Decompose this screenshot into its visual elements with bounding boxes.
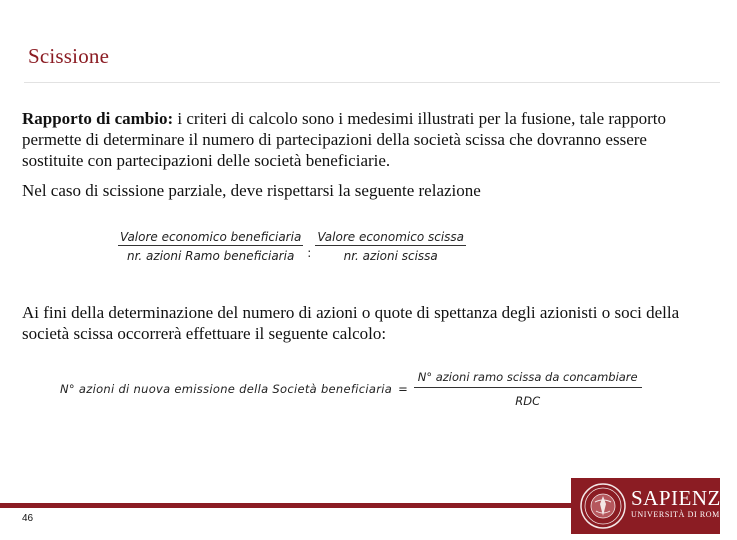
fraction-left [118,230,303,263]
logo-name: SAPIENZA [631,486,737,510]
fraction-right [315,230,466,263]
slide-title: Scissione [28,44,110,68]
equals-sign: = [398,382,408,396]
title-divider [24,82,720,83]
paragraph-rapporto-di-cambio [22,108,712,171]
formula-relazione [118,230,466,263]
fraction-calcolo [414,370,642,408]
formula-lhs: N° azioni di nuova emissione della Società beneficiaria [60,382,393,396]
fraction-right-denominator: nr. azioni scissa [343,249,438,263]
logo-subtitle: UNIVERSITÀ DI ROMA [631,510,727,519]
paragraph-calcolo: Ai fini della determinazione del numero di azioni o quote di spettanza degli azionisti o soci della società scissa occorrerà effettuare il seguente calcolo: [22,303,680,343]
paragraph-scissione-parziale: Nel caso di scissione parziale, deve rispettarsi la seguente relazione [22,181,481,200]
university-logo [571,478,737,534]
university-seal-icon [579,482,627,530]
fraction-calcolo-denominator: RDC [515,394,541,408]
paragraph-text: i criteri di calcolo sono i medesimi illustrati per la fusione, tale rapporto permette di determinare il numero di partecipazioni della società scissa che dovranno essere sostituite con partecipazioni delle società beneficiarie. [22,109,666,170]
logo-wordmark [631,486,737,520]
fraction-right-numerator: Valore economico scissa [317,230,465,244]
fraction-left-denominator: nr. azioni Ramo beneficiaria [126,249,295,263]
paragraph-bold-lead: Rapporto di cambio: [22,109,174,128]
fraction-calcolo-numerator: N° azioni ramo scissa da concambiare [414,370,642,388]
ratio-operator: : [307,245,312,260]
fraction-left-numerator: Valore economico beneficiaria [120,230,302,244]
formula-calcolo [60,370,642,408]
page-number: 46 [22,513,34,524]
